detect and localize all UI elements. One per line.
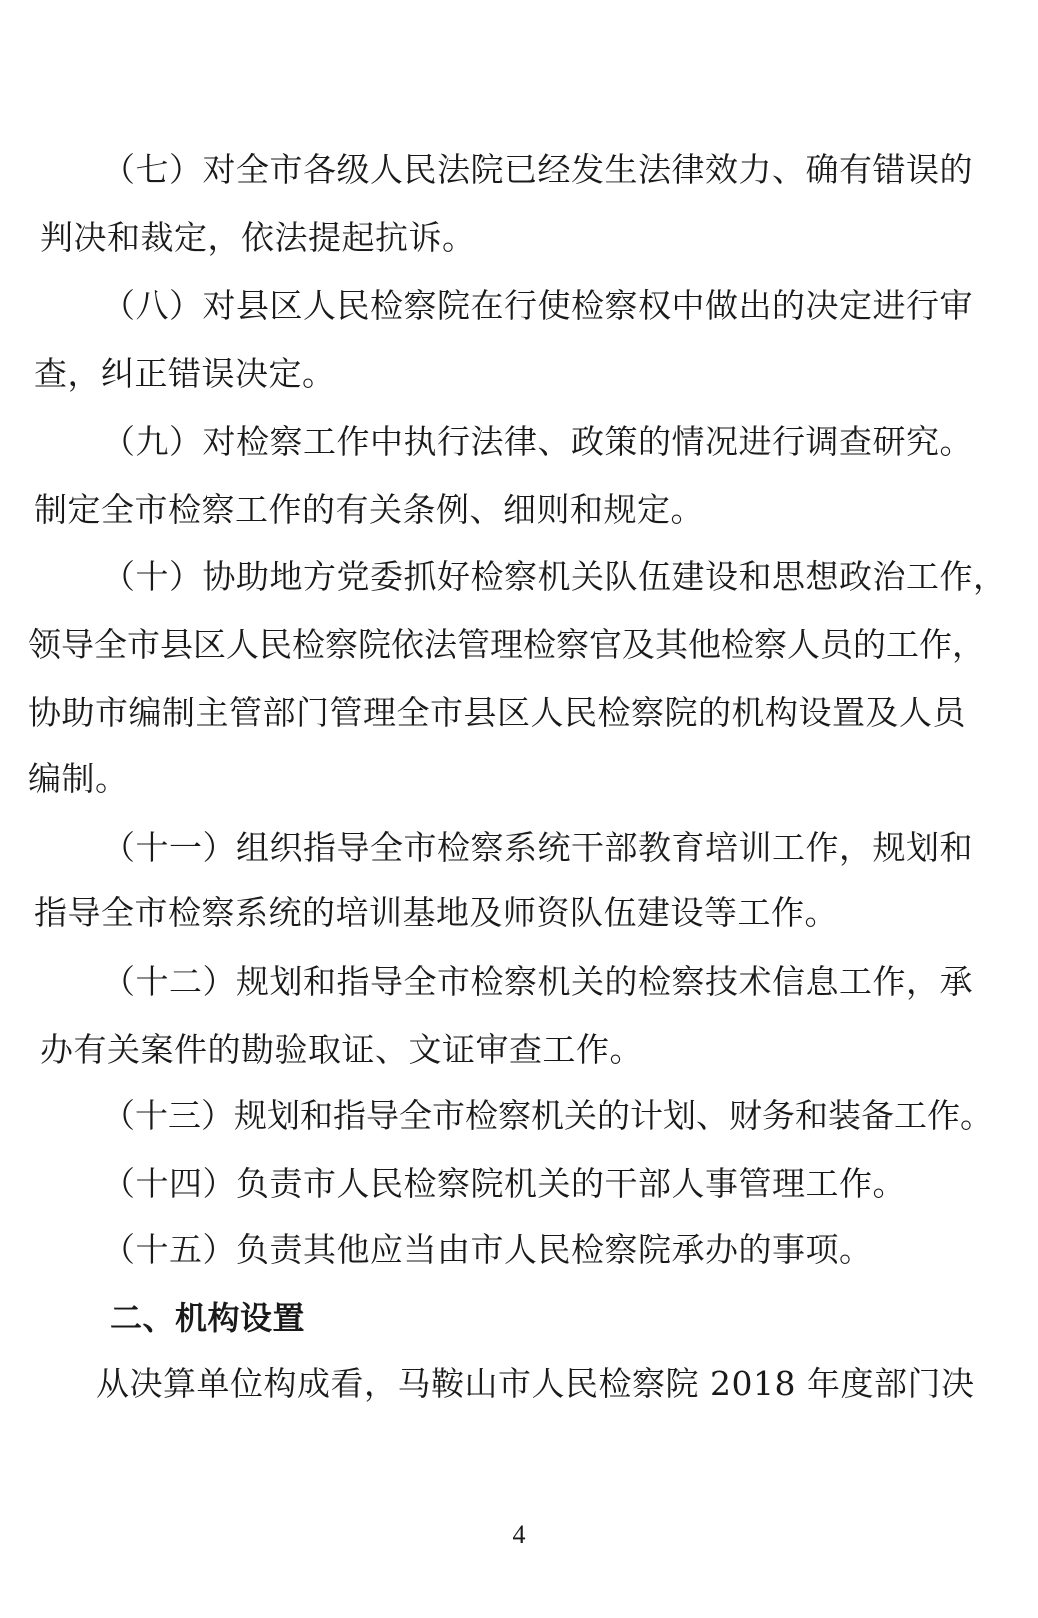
paragraph-7-line-2: 判决和裁定，依法提起抗诉。 [40,218,476,257]
paragraph-12-line-2: 办有关案件的勘验取证、文证审查工作。 [40,1030,643,1069]
paragraph-15: （十五）负责其他应当由市人民检察院承办的事项。 [102,1230,873,1269]
paragraph-11-line-1: （十一）组织指导全市检察系统干部教育培训工作，规划和 [102,828,973,867]
paragraph-10-line-2: 领导全市县区人民检察院依法管理检察官及其他检察人员的工作， [28,625,985,664]
paragraph-12-line-1: （十二）规划和指导全市检察机关的检察技术信息工作，承 [102,962,973,1001]
paragraph-8-line-2: 查，纠正错误决定。 [34,354,336,393]
page-number: 4 [512,1520,526,1549]
paragraph-10-line-3: 协助市编制主管部门管理全市县区人民检察院的机构设置及人员 [28,693,966,732]
paragraph-10-line-4: 编制。 [28,759,129,798]
paragraph-9-line-1: （九）对检察工作中执行法律、政策的情况进行调查研究。 [102,422,973,461]
paragraph-11-line-2: 指导全市检察系统的培训基地及师资队伍建设等工作。 [34,893,838,932]
paragraph-10-line-1: （十）协助地方党委抓好检察机关队伍建设和思想政治工作， [102,557,1007,596]
section-heading-institutions: 二、机构设置 [110,1299,306,1337]
paragraph-13: （十三）规划和指导全市检察机关的计划、财务和装备工作。 [102,1096,993,1135]
paragraph-7-line-1: （七）对全市各级人民法院已经发生法律效力、确有错误的 [102,150,973,189]
paragraph-structure-line-1: 从决算单位构成看，马鞍山市人民检察院 2018 年度部门决 [96,1364,975,1403]
paragraph-14: （十四）负责市人民检察院机关的干部人事管理工作。 [102,1164,906,1203]
paragraph-9-line-2: 制定全市检察工作的有关条例、细则和规定。 [34,490,704,529]
paragraph-8-line-1: （八）对县区人民检察院在行使检察权中做出的决定进行审 [102,286,973,325]
